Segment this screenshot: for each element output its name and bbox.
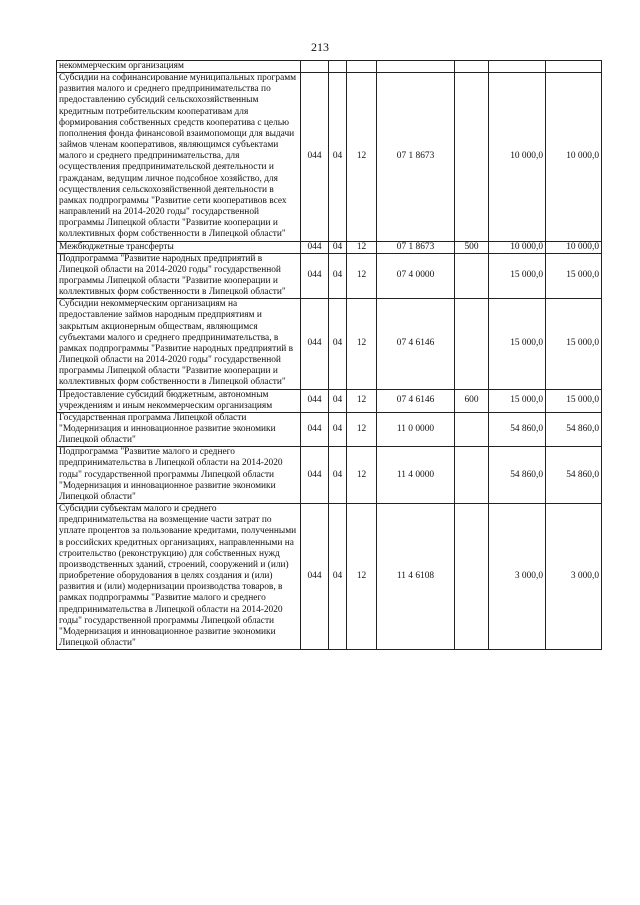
table-row	[57, 253, 602, 299]
subsection-cell: 12	[347, 73, 377, 241]
description-cell: Межбюджетные трансферты	[57, 241, 301, 253]
subsection-cell: 12	[347, 241, 377, 253]
table-row	[57, 447, 602, 504]
amount-2016-cell: 15 000,0	[546, 253, 602, 299]
subsection-cell: 12	[347, 299, 377, 389]
amount-2016-cell: 54 860,0	[546, 447, 602, 504]
admin-code-cell: 044	[301, 73, 329, 241]
amount-2016-cell: 15 000,0	[546, 299, 602, 389]
table-row	[57, 73, 602, 241]
expense-type-cell	[455, 447, 489, 504]
description-cell: Подпрограмма "Развитие малого и среднего предпринимательства в Липецкой области на 2014-2020 годы" государственной программы Липецкой области "Модернизация и инновационное развитие экономики Липецкой области"	[57, 447, 301, 504]
description-cell: Подпрограмма "Развитие народных предприятий в Липецкой области на 2014-2020 годы" государственной программы Липецкой области "Развитие кооперации и коллективных форм собственности в Липецкой области"	[57, 253, 301, 299]
expense-type-cell	[455, 61, 489, 73]
amount-2016-cell: 15 000,0	[546, 389, 602, 412]
target-article-cell: 11 4 6108	[377, 504, 455, 650]
section-cell: 04	[329, 389, 347, 412]
admin-code-cell: 044	[301, 299, 329, 389]
section-cell: 04	[329, 447, 347, 504]
amount-2015-cell: 15 000,0	[489, 389, 546, 412]
description-cell: Субсидии некоммерческим организациям на предоставление займов народным предприятиям и закрытым акционерным обществам, являющимся субъектами малого и среднего предпринимательства, в рамках подпрограммы "Развитие народных предприятий в Липецкой области на 2014-2020 годы" государственной программы Липецкой области "Развитие кооперации и коллективных форм собственности в Липецкой области"	[57, 299, 301, 389]
table-row	[57, 412, 602, 446]
section-cell	[329, 61, 347, 73]
target-article-cell: 07 4 6146	[377, 299, 455, 389]
amount-2016-cell	[546, 61, 602, 73]
admin-code-cell: 044	[301, 241, 329, 253]
amount-2016-cell: 54 860,0	[546, 412, 602, 446]
table-row	[57, 504, 602, 650]
description-cell: Государственная программа Липецкой области "Модернизация и инновационное развитие экономики Липецкой области"	[57, 412, 301, 446]
subsection-cell: 12	[347, 504, 377, 650]
page-number: 213	[311, 40, 329, 54]
amount-2015-cell: 54 860,0	[489, 447, 546, 504]
description-cell: Предоставление субсидий бюджетным, автономным учреждениям и иным некоммерческим организациям	[57, 389, 301, 412]
admin-code-cell: 044	[301, 504, 329, 650]
amount-2016-cell: 10 000,0	[546, 241, 602, 253]
section-cell: 04	[329, 412, 347, 446]
section-cell: 04	[329, 504, 347, 650]
amount-2015-cell: 10 000,0	[489, 73, 546, 241]
admin-code-cell: 044	[301, 253, 329, 299]
subsection-cell: 12	[347, 389, 377, 412]
section-cell: 04	[329, 299, 347, 389]
expense-type-cell	[455, 253, 489, 299]
target-article-cell: 07 1 8673	[377, 73, 455, 241]
subsection-cell: 12	[347, 253, 377, 299]
subsection-cell: 12	[347, 447, 377, 504]
section-cell: 04	[329, 241, 347, 253]
amount-2015-cell: 3 000,0	[489, 504, 546, 650]
description-cell: Субсидии субъектам малого и среднего предпринимательства на возмещение части затрат по уплате процентов за пользование кредитами, полученными в российских кредитных организациях, направленными на строительство (реконструкцию) для собственных нужд производственных зданий, строений, сооружений и (или) приобретение оборудования в целях создания и (или) развития и (или) модернизации производства товаров, в рамках подпрограммы "Развитие малого и среднего предпринимательства в Липецкой области на 2014-2020 годы" государственной программы Липецкой области "Модернизация и инновационное развитие экономики Липецкой области"	[57, 504, 301, 650]
amount-2016-cell: 3 000,0	[546, 504, 602, 650]
admin-code-cell: 044	[301, 447, 329, 504]
budget-table	[56, 60, 602, 650]
section-cell: 04	[329, 253, 347, 299]
table-body	[57, 61, 602, 650]
table-row	[57, 241, 602, 253]
expense-type-cell	[455, 299, 489, 389]
table-row	[57, 61, 602, 73]
expense-type-cell	[455, 73, 489, 241]
expense-type-cell: 500	[455, 241, 489, 253]
target-article-cell: 11 4 0000	[377, 447, 455, 504]
target-article-cell: 07 1 8673	[377, 241, 455, 253]
subsection-cell: 12	[347, 412, 377, 446]
table-row	[57, 299, 602, 389]
description-cell: некоммерческим организациям	[57, 61, 301, 73]
expense-type-cell	[455, 504, 489, 650]
admin-code-cell: 044	[301, 389, 329, 412]
admin-code-cell	[301, 61, 329, 73]
target-article-cell: 07 4 0000	[377, 253, 455, 299]
section-cell: 04	[329, 73, 347, 241]
amount-2016-cell: 10 000,0	[546, 73, 602, 241]
target-article-cell: 07 4 6146	[377, 389, 455, 412]
expense-type-cell: 600	[455, 389, 489, 412]
admin-code-cell: 044	[301, 412, 329, 446]
amount-2015-cell: 54 860,0	[489, 412, 546, 446]
amount-2015-cell: 15 000,0	[489, 299, 546, 389]
target-article-cell	[377, 61, 455, 73]
amount-2015-cell: 15 000,0	[489, 253, 546, 299]
table-row	[57, 389, 602, 412]
amount-2015-cell	[489, 61, 546, 73]
subsection-cell	[347, 61, 377, 73]
amount-2015-cell: 10 000,0	[489, 241, 546, 253]
target-article-cell: 11 0 0000	[377, 412, 455, 446]
expense-type-cell	[455, 412, 489, 446]
description-cell: Субсидии на софинансирование муниципальных программ развития малого и среднего предпринимательства по предоставлению субсидий сельскохозяйственным кредитным потребительским кооперативам для формирования собственных средств кооператива с целью пополнения фонда финансовой взаимопомощи для выдачи займов членам кооперативов, являющимся субъектами малого и среднего предпринимательства, для осуществления предпринимательской деятельности и гражданам, ведущим личное подсобное хозяйство, для осуществления сельскохозяйственной деятельности в рамках подпрограммы "Развитие сети кооперативов всех направлений на 2014-2020 годы" государственной программы Липецкой области "Развитие кооперации и коллективных форм собственности в Липецкой области"	[57, 73, 301, 241]
